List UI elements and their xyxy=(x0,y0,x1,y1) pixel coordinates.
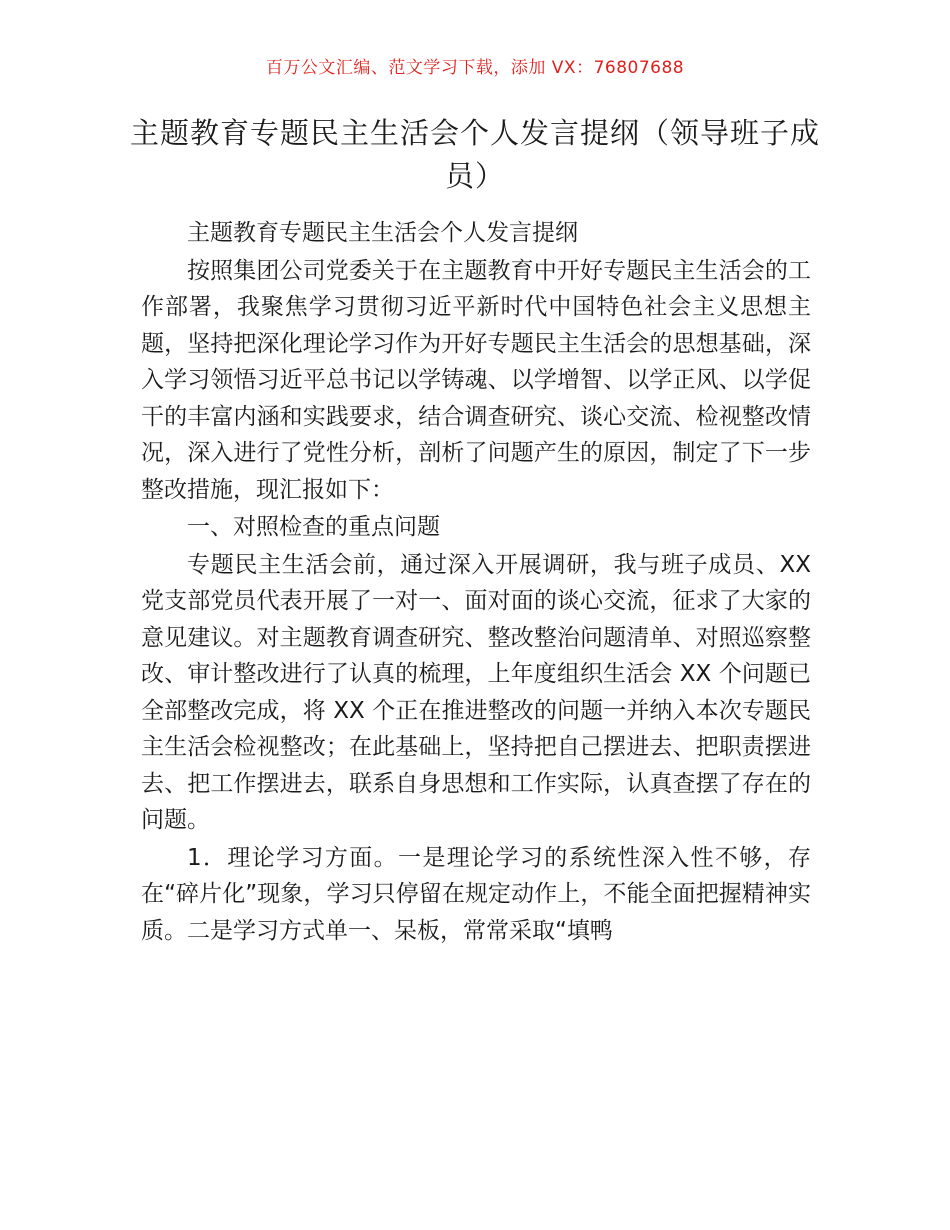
document-title: 主题教育专题民主生活会个人发言提纲（领导班子成员） xyxy=(129,116,820,193)
theory-study-paragraph: 1．理论学习方面。一是理论学习的系统性深入性不够，存在“碎片化”现象，学习只停留在规定动作上，不能全面把握精神实质。二是学习方式单一、呆板，常常采取“填鸭 xyxy=(141,844,811,944)
intro-paragraph: 按照集团公司党委关于在主题教育中开好专题民主生活会的工作部署，我聚焦学习贯彻习近平新时代中国特色社会主义思想主题，坚持把深化理论学习作为开好专题民主生活会的思想基础，深入学习领悟习近平总书记以学铸魂、以学增智、以学正风、以学促干的丰富内涵和实践要求，结合调查研究、谈心交流、检视整改情况，深入进行了党性分析，剖析了问题产生的原因，制定了下一步整改措施，现汇报如下： xyxy=(141,257,811,503)
section-paragraph: 专题民主生活会前，通过深入开展调研，我与班子成员、XX 党支部党员代表开展了一对一、面对面的谈心交流，征求了大家的意见建议。对主题教育调查研究、整改整治问题清单、对照巡察整改、审计整改进行了认真的梳理，上年度组织生活会 XX 个问题已全部整改完成，将 XX 个正在推进整改的问题一并纳入本次专题民主生活会检视整改；在此基础上，坚持把自己摆进去、把职责摆进去、把工作摆进去，联系自身思想和工作实际，认真查摆了存在的问题。 xyxy=(141,551,811,833)
section-heading: 一、对照检查的重点问题 xyxy=(187,514,440,540)
document-subtitle: 主题教育专题民主生活会个人发言提纲 xyxy=(187,220,578,246)
document-body xyxy=(141,215,811,950)
watermark-banner: 百万公文汇编、范文学习下载，添加 VX：76807688 xyxy=(265,58,685,78)
